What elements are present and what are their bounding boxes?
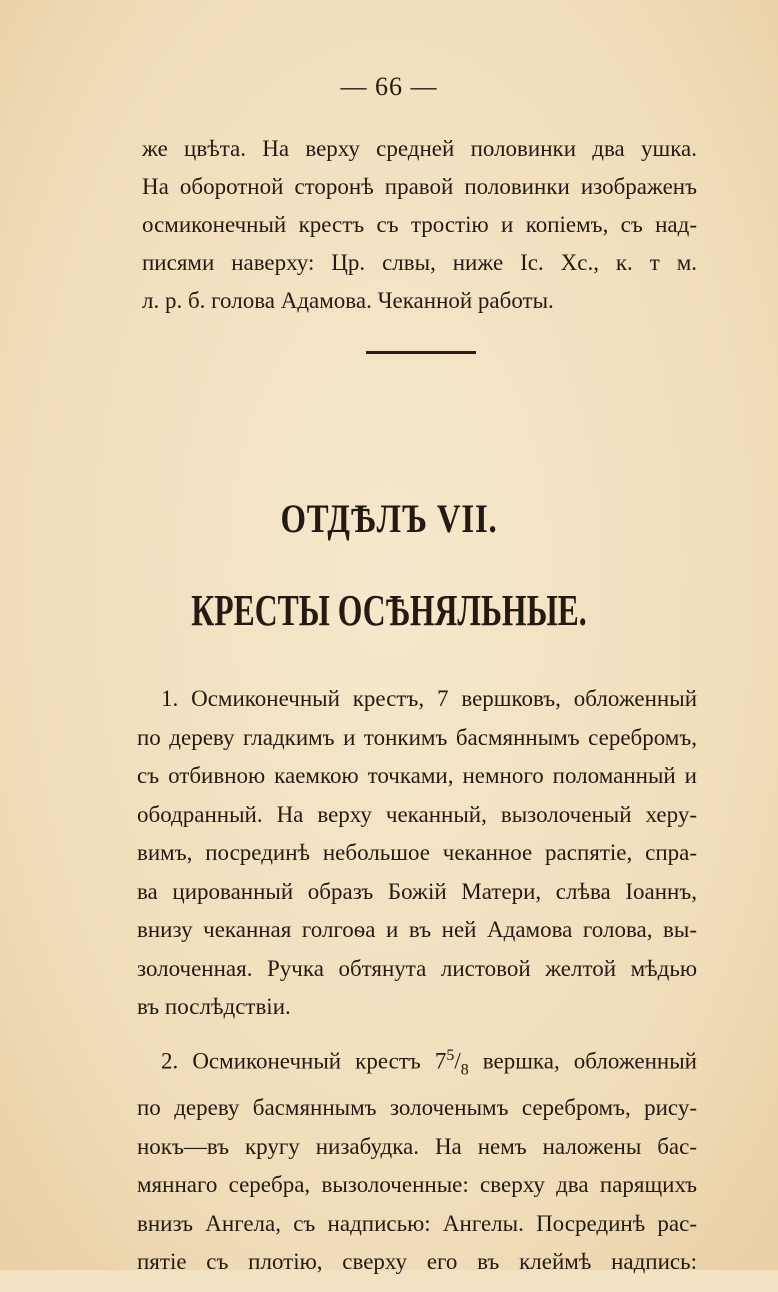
list-item [137, 1037, 697, 1282]
text-line: ва цированный образъ Божій Матери, слѣва Іоаннъ, [137, 878, 697, 904]
item-list [137, 680, 697, 1292]
text-line: по дереву басмяннымъ золоченымъ серебромъ, рису- [137, 1095, 697, 1121]
fraction-numerator: 5 [446, 1046, 455, 1064]
section-divider [366, 351, 476, 354]
text-line: 1. Осмиконечный крестъ, 7 вершковъ, обложенный [161, 686, 697, 711]
text-line: осмиконечный крестъ съ тростію и копіемъ, съ над- [142, 212, 697, 237]
text-line: писями наверху: Цр. слвы, ниже Іс. Хс., к. т м. [142, 250, 697, 275]
text-line: же цвѣта. На верху средней половинки два ушка. [142, 136, 697, 161]
text-line: по дереву гладкимъ и тонкимъ басмяннымъ серебромъ, [137, 724, 697, 750]
text-line: въ послѣдствіи. [137, 994, 291, 1019]
list-item [137, 680, 697, 1027]
text-line: золоченная. Ручка обтянута листовой желтой мѣдью [137, 955, 697, 981]
text-line: нокъ—въ кругу низабудка. На немъ наложены бас- [137, 1133, 697, 1159]
item-first-line-rest: вершка, обложенный [468, 1048, 697, 1074]
text-line: мяннаго серебра, вызолоченные: сверху два парящихъ [137, 1172, 697, 1198]
page-number: — 66 — [340, 72, 438, 101]
text-line: пятіе съ плотію, сверху его въ клеймѣ надпись: [137, 1249, 697, 1275]
text-line [137, 1037, 697, 1090]
fraction-slash: / [454, 1048, 461, 1074]
text-line: съ отбивною каемкою точками, немного поломанный и [137, 763, 697, 788]
fraction-denominator: 8 [460, 1060, 469, 1078]
text-line: ободранный. На верху чеканный, вызолоченый херу- [137, 801, 697, 827]
section-title: КРЕСТЫ ОСѢНЯЛЬНЫЕ. [191, 586, 587, 635]
text-line: вимъ, посрединѣ небольшое чеканное распятіе, спра- [137, 840, 697, 865]
section-heading: ОТДѢЛЪ VII. [280, 496, 498, 541]
previous-item-text [142, 130, 697, 320]
text-line: На оборотной сторонѣ правой половинки изображенъ [142, 174, 697, 199]
item-number-text: 2. Осмиконечный крестъ 7 [161, 1048, 447, 1074]
text-line: л. р. б. голова Адамова. Чеканной работы. [142, 288, 554, 313]
text-line: внизу чеканная голгоѳа и въ ней Адамова голова, вы- [137, 917, 697, 942]
text-line: внизъ Ангела, съ надписью: Ангелы. Посрединѣ рас- [137, 1210, 697, 1236]
